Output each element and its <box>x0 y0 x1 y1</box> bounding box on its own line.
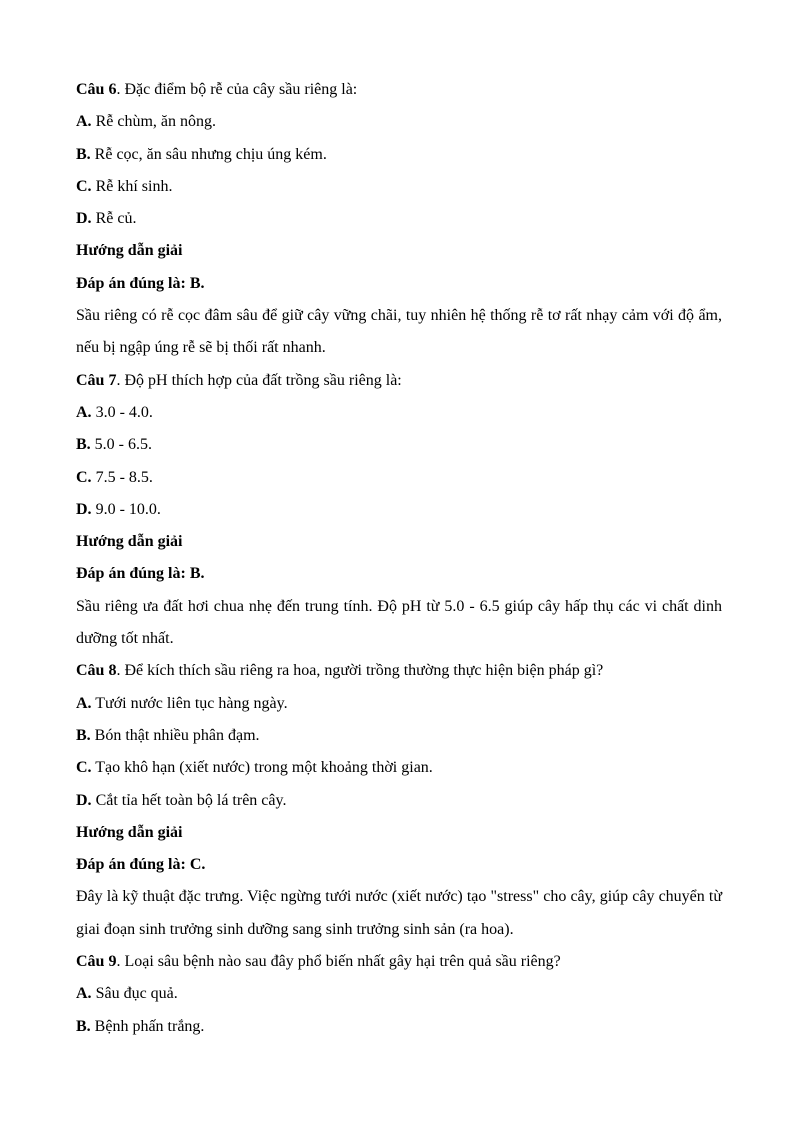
question-prompt: . Đặc điểm bộ rễ của cây sầu riêng là: <box>116 81 358 98</box>
option-text: Cắt tỉa hết toàn bộ lá trên cây. <box>91 791 287 809</box>
option-letter: A. <box>76 113 92 131</box>
explanation-text: Đây là kỹ thuật đặc trưng. Việc ngừng tưới nước (xiết nước) tạo "stress" cho cây, giúp cây chuyển từ giai đoạn sinh trưởng sinh dưỡng sang sinh trưởng sinh sản (ra hoa). <box>76 888 722 938</box>
option-letter: A. <box>76 403 92 421</box>
option-text: Rễ củ. <box>91 210 137 228</box>
option-text: Rễ cọc, ăn sâu nhưng chịu úng kém. <box>90 145 327 163</box>
explanation-text: Sầu riêng ưa đất hơi chua nhẹ đến trung tính. Độ pH từ 5.0 - 6.5 giúp cây hấp thụ các vi chất dinh dưỡng tốt nhất. <box>76 597 722 648</box>
question-number: Câu 9 <box>76 953 117 971</box>
option-letter: C. <box>76 177 92 195</box>
guide-heading: Hướng dẫn giải <box>76 533 183 551</box>
correct-answer: Đáp án đúng là: C. <box>76 856 206 874</box>
option-letter: C. <box>76 759 92 777</box>
question-heading <box>76 655 722 687</box>
answer-option <box>76 752 722 784</box>
option-text: Tưới nước liên tục hàng ngày. <box>91 694 288 712</box>
question-number: Câu 7 <box>76 371 117 389</box>
answer-option <box>76 171 722 203</box>
option-text: Rễ chùm, ăn nông. <box>91 113 216 131</box>
explanation-text: Sầu riêng có rễ cọc đâm sâu để giữ cây vững chãi, tuy nhiên hệ thống rễ tơ rất nhạy cảm với độ ẩm, nếu bị ngập úng rễ sẽ bị thối rất nhanh. <box>76 307 722 357</box>
correct-answer: Đáp án đúng là: B. <box>76 274 205 292</box>
answer-option <box>76 139 722 171</box>
option-letter: A. <box>76 985 92 1003</box>
option-letter: B. <box>76 1017 91 1035</box>
question-prompt: . Độ pH thích hợp của đất trồng sầu riêng là: <box>116 371 402 389</box>
option-text: Bệnh phấn trắng. <box>90 1017 205 1035</box>
question-block <box>76 365 722 656</box>
question-heading <box>76 365 722 397</box>
question-prompt: . Loại sâu bệnh nào sau đây phổ biến nhất gây hại trên quả sầu riêng? <box>116 953 561 971</box>
option-letter: B. <box>76 145 91 163</box>
option-text: 7.5 - 8.5. <box>91 468 153 486</box>
option-text: 9.0 - 10.0. <box>91 500 161 518</box>
option-text: Sâu đục quả. <box>91 985 178 1003</box>
answer-option <box>76 429 722 461</box>
question-block <box>76 74 722 365</box>
option-letter: C. <box>76 468 92 486</box>
guide-heading: Hướng dẫn giải <box>76 823 183 841</box>
option-letter: B. <box>76 726 91 744</box>
question-block <box>76 946 722 1043</box>
option-text: Tạo khô hạn (xiết nước) trong một khoảng thời gian. <box>91 759 433 777</box>
option-text: 5.0 - 6.5. <box>90 436 152 454</box>
question-heading <box>76 74 722 106</box>
answer-option <box>76 203 722 235</box>
question-number: Câu 8 <box>76 662 117 680</box>
answer-option <box>76 494 722 526</box>
question-block <box>76 655 722 946</box>
option-text: Bón thật nhiều phân đạm. <box>90 726 260 744</box>
answer-option <box>76 1011 722 1043</box>
option-text: Rễ khí sinh. <box>91 177 173 195</box>
question-prompt: . Để kích thích sầu riêng ra hoa, người trồng thường thực hiện biện pháp gì? <box>116 662 604 680</box>
option-letter: D. <box>76 791 92 809</box>
guide-heading: Hướng dẫn giải <box>76 242 183 260</box>
option-text: 3.0 - 4.0. <box>91 403 153 421</box>
answer-option <box>76 462 722 494</box>
answer-option <box>76 978 722 1010</box>
question-number: Câu 6 <box>76 81 117 98</box>
option-letter: D. <box>76 210 92 228</box>
document-page <box>76 74 722 1043</box>
answer-option <box>76 785 722 817</box>
question-heading <box>76 946 722 978</box>
answer-option <box>76 106 722 138</box>
correct-answer: Đáp án đúng là: B. <box>76 565 205 583</box>
option-letter: A. <box>76 694 92 712</box>
answer-option <box>76 720 722 752</box>
option-letter: B. <box>76 436 91 454</box>
option-letter: D. <box>76 500 92 518</box>
answer-option <box>76 688 722 720</box>
answer-option <box>76 397 722 429</box>
